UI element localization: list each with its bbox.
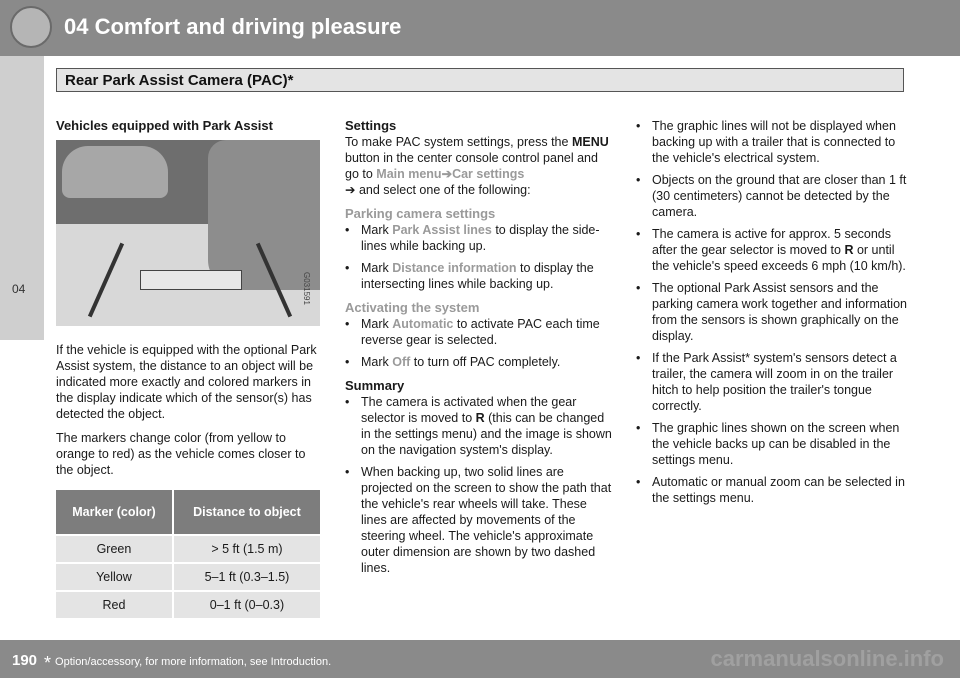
page-footer bbox=[0, 640, 960, 678]
summary-heading: Summary bbox=[345, 378, 405, 393]
gear-letter: R bbox=[475, 411, 485, 425]
table-row bbox=[56, 534, 320, 562]
paragraph: The markers change color (from yellow to orange to red) as the vehicle comes closer to the object. bbox=[56, 431, 306, 477]
marker-distance-table bbox=[56, 490, 320, 618]
list-item bbox=[636, 226, 908, 274]
option-text: Distance information bbox=[392, 261, 517, 275]
list-item: • Automatic or manual zoom can be selected in the settings menu. bbox=[636, 474, 908, 506]
list-item bbox=[345, 316, 615, 348]
summary-list bbox=[345, 394, 615, 576]
seat-icon bbox=[10, 6, 52, 48]
list-item: • Objects on the ground that are closer than 1 ft (30 centimeters) cannot be detected by the camera. bbox=[636, 172, 908, 220]
chapter-title: 04 Comfort and driving pleasure bbox=[64, 14, 402, 39]
text: to display the side-lines while backing up. bbox=[361, 223, 600, 253]
section-bar bbox=[56, 68, 904, 92]
text: Mark bbox=[361, 317, 393, 331]
chapter-side-tab bbox=[0, 56, 44, 340]
table-cell: Red bbox=[56, 590, 174, 618]
section-title: Rear Park Assist Camera (PAC)* bbox=[65, 72, 294, 89]
distance-marker bbox=[140, 270, 242, 290]
activating-heading: Activating the system bbox=[345, 300, 480, 315]
settings-heading: Settings bbox=[345, 118, 397, 133]
text: (this can be changed in the settings menu) and the image is shown on the navigation system's display. bbox=[361, 411, 612, 457]
list-item: • If the Park Assist* system's sensors detect a trailer, the camera will zoom in on the trailer hitch to help position the trailer's tongue correctly. bbox=[636, 350, 908, 414]
text: The camera is active for approx. 5 seconds after the gear selector is moved to bbox=[652, 227, 892, 257]
parking-camera-heading: Parking camera settings bbox=[345, 206, 496, 221]
park-assist-heading: Vehicles equipped with Park Assist bbox=[56, 118, 273, 133]
page-header bbox=[0, 0, 960, 56]
parking-settings-list bbox=[345, 222, 615, 292]
text: or until the vehicle's speed exceeds 6 mph (10 km/h). bbox=[652, 243, 906, 273]
list-item: • The optional Park Assist sensors and the parking camera work together and information from the sensors is shown graphically on the display. bbox=[636, 280, 908, 344]
settings-paragraph bbox=[345, 134, 615, 198]
own-car-rear-image bbox=[208, 140, 320, 290]
column-3 bbox=[636, 118, 908, 512]
column-1 bbox=[56, 118, 320, 618]
activating-list bbox=[345, 316, 615, 370]
table-header: Marker (color) bbox=[56, 490, 174, 534]
menu-key-text: MENU bbox=[571, 135, 609, 149]
parked-car-image bbox=[62, 146, 168, 198]
list-item: • When backing up, two solid lines are projected on the screen to show the path that the vehicle's rear wheels will take. These lines are affected by movements of the steering wheel. The vehicle's approximate outer dimension are shown by two dashed lines. bbox=[345, 464, 615, 576]
page-number: 190 bbox=[12, 652, 38, 669]
arrow-icon: ➔ bbox=[441, 167, 453, 181]
table-header: Distance to object bbox=[174, 490, 320, 534]
table-cell: Green bbox=[56, 534, 174, 562]
option-text: Park Assist lines bbox=[392, 223, 492, 237]
text: Mark bbox=[361, 261, 393, 275]
paragraph: If the vehicle is equipped with the optional Park Assist system, the distance to an object will be indicated more exactly and colored markers in the display indicate which of the sensor(s) has detected the object. bbox=[56, 343, 317, 421]
list-item bbox=[345, 394, 615, 458]
main-menu-text: Main menu bbox=[376, 167, 442, 181]
camera-view-image bbox=[56, 140, 320, 326]
text: and select one of the following: bbox=[355, 183, 531, 197]
text: Mark bbox=[361, 223, 393, 237]
table-row bbox=[56, 590, 320, 618]
column-2 bbox=[345, 118, 615, 582]
table-cell: 5–1 ft (0.3–1.5) bbox=[174, 562, 320, 590]
text: to activate PAC each time reverse gear is selected. bbox=[361, 317, 600, 347]
arrow-icon: ➔ bbox=[345, 183, 356, 197]
list-item bbox=[345, 260, 615, 292]
image-code: G031591 bbox=[302, 272, 311, 305]
footnote-text: Option/accessory, for more information, see Introduction. bbox=[55, 656, 332, 668]
gear-letter: R bbox=[844, 243, 854, 257]
list-item: • The graphic lines will not be displayed when backing up with a trailer that is connected to the vehicle's electrical system. bbox=[636, 118, 908, 166]
table-cell: Yellow bbox=[56, 562, 174, 590]
list-item bbox=[345, 354, 615, 370]
table-cell: > 5 ft (1.5 m) bbox=[174, 534, 320, 562]
asterisk-text: * bbox=[44, 653, 52, 673]
table-cell: 0–1 ft (0–0.3) bbox=[174, 590, 320, 618]
table-row bbox=[56, 562, 320, 590]
watermark: carmanualsonline.info bbox=[710, 646, 944, 671]
text: to turn off PAC completely. bbox=[410, 355, 561, 369]
list-item: • The graphic lines shown on the screen when the vehicle backs up can be disabled in the settings menu. bbox=[636, 420, 908, 468]
list-item bbox=[345, 222, 615, 254]
car-settings-text: Car settings bbox=[452, 167, 525, 181]
side-tab-label: 04 bbox=[12, 282, 26, 296]
text: to display the intersecting lines while backing up. bbox=[361, 261, 594, 291]
option-text: Automatic bbox=[392, 317, 454, 331]
notes-list bbox=[636, 118, 908, 506]
text: To make PAC system settings, press the bbox=[345, 135, 572, 149]
option-text: Off bbox=[392, 355, 411, 369]
footnote bbox=[44, 653, 331, 674]
text: Mark bbox=[361, 355, 393, 369]
text: button in the center console control panel and go to bbox=[345, 151, 598, 181]
text: The camera is activated when the gear selector is moved to bbox=[361, 395, 577, 425]
